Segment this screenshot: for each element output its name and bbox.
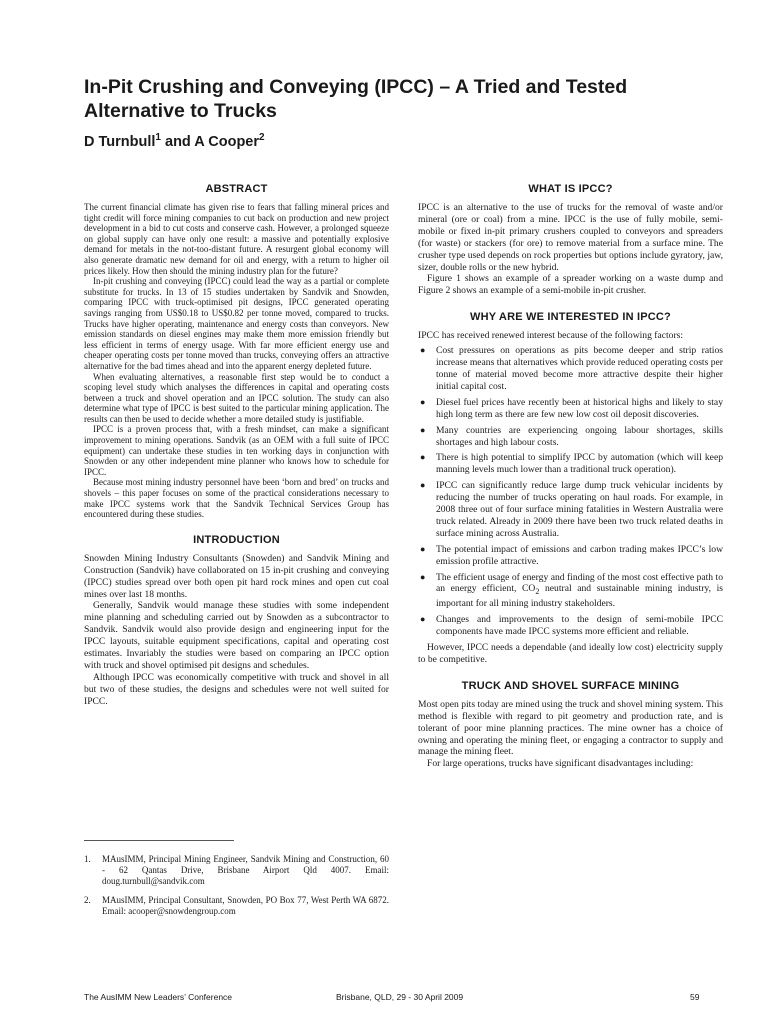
left-column <box>84 183 389 708</box>
list-item: ● Many countries are experiencing ongoing labour shortages, skills shortages and high labour costs. <box>420 424 723 448</box>
section-paragraph: For large operations, trucks have significant disadvantages including: <box>427 758 694 770</box>
abstract-paragraph: The current financial climate has given rise to fears that falling mineral prices and tight credit will force mining companies to cut back on production and new project development in a bid to cut costs and conserve cash. However, a prolonged squeeze on global supply can have only one result: a massive and potentially explosive demand for metals in the not-too-distant future. A resurgent global economy will also generate dramatic new demand for oil and energy, with a return to higher oil prices likely. How then should the mining industry plan for the future? <box>84 202 389 276</box>
author-2: A Cooper <box>194 133 260 150</box>
bullet-icon: ● <box>420 571 426 582</box>
list-item: ● IPCC can significantly reduce large dump truck vehicular incidents by reducing the number of trucks operating on haul roads. For example, in 2008 three out of four surface mining fatalities in Western Australia were truck related. Already in 2009 there have been two truck related deaths in surface mining across Australia. <box>420 480 723 539</box>
section-paragraph: Figure 1 shows an example of a spreader working on a waste dump and Figure 2 shows an example of a semi-mobile in-pit crusher. <box>418 273 723 297</box>
footnote-text: MAusIMM, Principal Consultant, Snowden, PO Box 77, West Perth WA 6872. Email: acooper@snowdengroup.com <box>102 895 389 916</box>
author-line <box>84 132 265 150</box>
introduction-paragraph: Generally, Sandvik would manage these studies with some independent mine planning and scheduling carried out by Snowden as a subcontractor to Sandvik. Sandvik would also provide design and engineering input for the IPCC layouts, suitable equipment specifications, capital and operating cost estimates. Invariably the studies were based on comparing an IPCC option with truck and shovel optimised pit designs and schedules. <box>84 600 389 671</box>
section-paragraph: IPCC has received renewed interest because of the following factors: <box>418 330 684 342</box>
factor-list <box>418 345 723 638</box>
right-column <box>418 183 723 770</box>
bullet-icon: ● <box>420 396 426 407</box>
bullet-icon: ● <box>420 452 426 463</box>
truck-shovel-heading: TRUCK AND SHOVEL SURFACE MINING <box>461 679 680 692</box>
abstract-paragraph: Because most mining industry personnel have been ‘born and bred’ on trucks and shovels – this paper focuses on some of the practical considerations necessary to make IPCC systems work that the Sandvik Technical Services Group has encountered during these studies. <box>84 477 389 520</box>
footer-conference: The AusIMM New Leaders’ Conference <box>84 992 233 1002</box>
list-item: ● There is high potential to simplify IPCC by automation (which will keep manning levels much lower than a traditional truck operation). <box>420 452 723 476</box>
bullet-icon: ● <box>420 614 426 625</box>
introduction-heading: INTRODUCTION <box>193 533 280 546</box>
bullet-icon: ● <box>420 480 426 491</box>
introduction-paragraph: Snowden Mining Industry Consultants (Snowden) and Sandvik Mining and Construction (Sandvik) have collaborated on 15 in-pit crushing and conveying (IPCC) studies spread over both open pit hard rock mines and open cut coal mines over last 18 months. <box>84 552 389 600</box>
abstract-paragraph: In-pit crushing and conveying (IPCC) could lead the way as a partial or complete substitute for trucks. In 13 of 15 studies undertaken by Sandvik and Snowden, comparing IPCC with truck-optimised pit designs, IPCC generated operating savings ranging from US$0.18 to US$0.82 per tonne moved, compared to trucks. Trucks have higher operating, maintenance and energy costs than conveyors. New emission standards on diesel engines may make them more emission friendly but less efficient in terms of energy usage. With far more efficient energy use and cheaper operating costs per tonne moved than trucks, conveying offers an attractive alternative for the bad times ahead and into the apparent energy depleted future. <box>84 276 389 371</box>
footnote-2 <box>84 895 389 917</box>
bullet-icon: ● <box>420 543 426 554</box>
list-item: ● Cost pressures on operations as pits become deeper and strip ratios increase means that alternatives which provide reduced operating costs per tonne of material moved become more attractive despite their higher initial capital cost. <box>420 345 723 392</box>
bullet-icon: ● <box>420 345 426 356</box>
abstract-paragraph: IPCC is a proven process that, with a fresh mindset, can make a significant improvement to mining operations. Sandvik (as an OEM with a full suite of IPCC equipment) can undertake these studies in ten working days in conjunction with Snowden or any other independent mine planner who knows how to schedule for IPCC. <box>84 424 389 477</box>
page-number: 59 <box>690 992 700 1002</box>
author-1: D Turnbull <box>84 133 156 150</box>
introduction-paragraph: Although IPCC was economically competitive with truck and shovel in all but two of these studies, the designs and schedules were not well suited for IPCC. <box>84 671 389 707</box>
section-paragraph: Most open pits today are mined using the truck and shovel mining system. This method is flexible with regard to pit geometry and production rate, and is tolerant of poor mine planning practices. The mine owner has a choice of owning and operating the mining fleet, or engaging a contractor to supply and manage the mining fleet. <box>418 698 723 758</box>
why-interested-section <box>418 311 723 666</box>
list-item: ● The potential impact of emissions and carbon trading makes IPCC’s low emission profile attractive. <box>420 543 723 567</box>
what-is-ipcc-section <box>418 183 723 297</box>
why-interested-heading: WHY ARE WE INTERESTED IN IPCC? <box>470 311 671 324</box>
section-paragraph: IPCC is an alternative to the use of trucks for the removal of waste and/or mineral (ore or coal) from a mine. IPCC is the use of fully mobile, semi-mobile or fixed in-pit primary crushers coupled to conveyors and spreaders (for waste) or stackers (for ore) to remove material from a surface mine. The crusher type used depends on rock properties but options include gyratory, jaw, sizer, double rolls or the new hybrid. <box>418 202 723 273</box>
author-conjunction: and <box>160 133 195 150</box>
footnote-text: MAusIMM, Principal Mining Engineer, Sandvik Mining and Construction, 60 - 62 Qantas Drive, Brisbane Airport Qld 4007. Email: doug.turnbull@sandvik.com <box>102 854 389 886</box>
bullet-icon: ● <box>420 424 426 435</box>
introduction-section <box>84 534 389 708</box>
footnote-1 <box>84 854 389 887</box>
section-paragraph: However, IPCC needs a dependable (and ideally low cost) electricity supply to be competitive. <box>418 642 723 665</box>
list-item: ● Diesel fuel prices have recently been at historical highs and likely to stay high long term as there are few new low cost oil deposit discoveries. <box>420 396 723 420</box>
footnote-number: 2. <box>84 895 91 905</box>
truck-shovel-section <box>418 680 723 770</box>
abstract-heading: ABSTRACT <box>205 183 268 195</box>
footnote-divider <box>84 840 234 841</box>
what-is-ipcc-heading: WHAT IS IPCC? <box>528 183 613 195</box>
list-item: ● Changes and improvements to the design of semi-mobile IPCC components have made IPCC systems more efficient and reliable. <box>420 614 723 638</box>
abstract-section <box>84 183 389 520</box>
author-1-affiliation-mark: 1 <box>155 132 161 143</box>
list-item: ● The efficient usage of energy and finding of the most cost effective path to an energy efficient, $CO_2$ neutral and sustainable mining industry, is important for all mining industry stakeholders. <box>420 571 723 610</box>
author-2-affiliation-mark: 2 <box>259 132 265 143</box>
paper-title: In-Pit Crushing and Conveying (IPCC) – A Tried and Tested Alternative to Trucks <box>84 76 628 122</box>
abstract-paragraph: When evaluating alternatives, a reasonable first step would be to conduct a scoping level study which analyses the differences in capital and operating costs between a truck and shovel operation and an IPCC solution. The study can also determine what type of IPCC is best suited to the particular mining application. The results can then be used to decide whether a more detailed study is justifiable. <box>84 371 389 424</box>
footer-location-date: Brisbane, QLD, 29 - 30 April 2009 <box>336 992 464 1002</box>
footnote-number: 1. <box>84 854 91 864</box>
